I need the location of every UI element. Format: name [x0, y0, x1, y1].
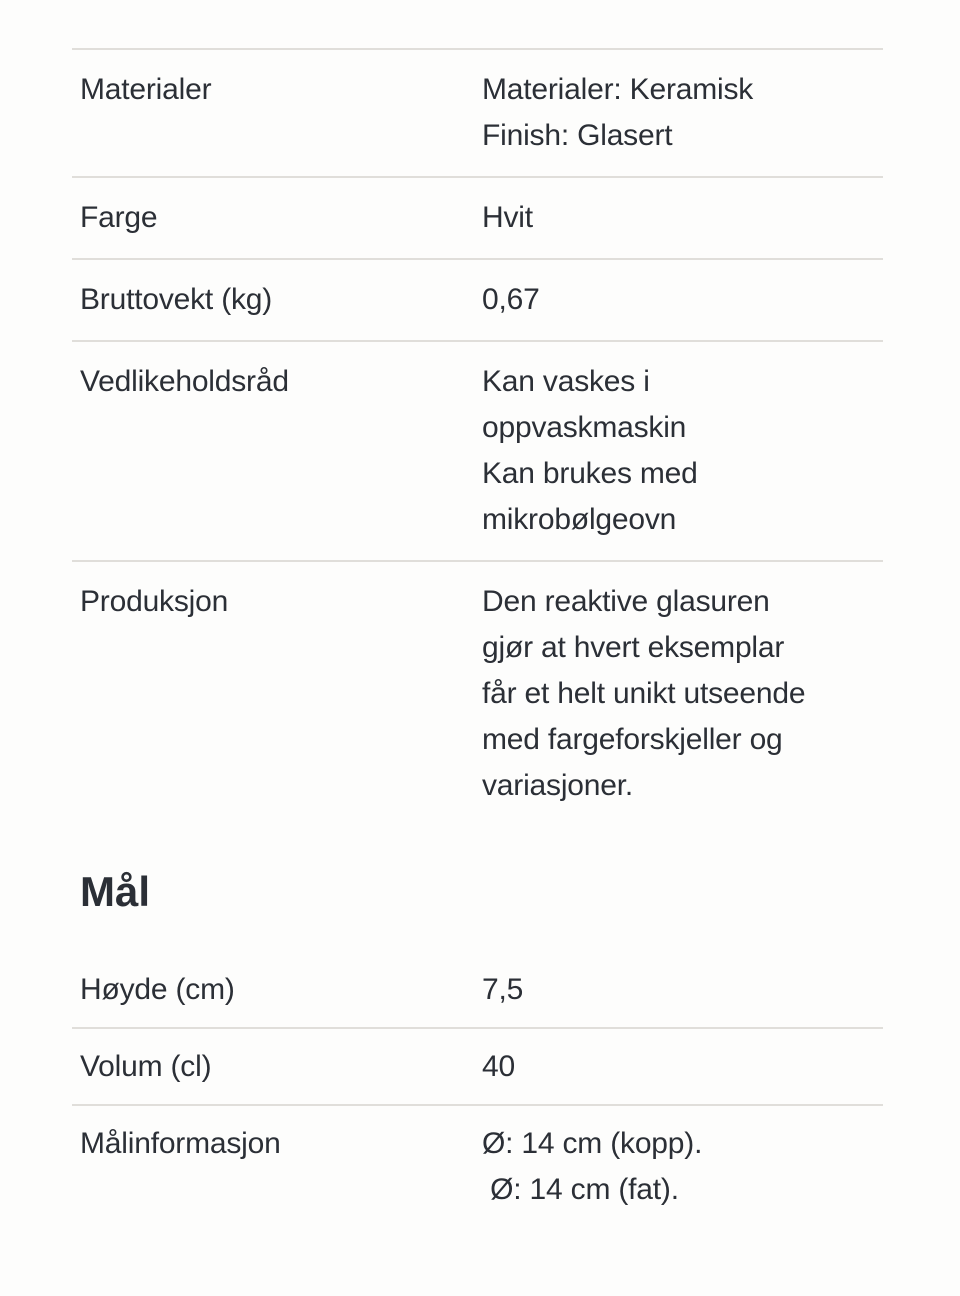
spec-row-malinformasjon	[72, 1104, 883, 1227]
spec-row-farge	[72, 176, 883, 258]
spec-row-produksjon	[72, 560, 883, 826]
spec-value-line: Materialer: Keramisk	[482, 73, 754, 106]
spec-label: Produksjon	[80, 585, 229, 618]
spec-label: Målinformasjon	[80, 1127, 281, 1160]
spec-value	[482, 1044, 883, 1090]
spec-value	[482, 1121, 883, 1213]
spec-value-line: Finish: Glasert	[482, 119, 673, 152]
spec-row-volum	[72, 1027, 883, 1104]
spec-value-line: gjør at hvert eksemplar	[482, 631, 785, 664]
spec-value	[482, 967, 883, 1013]
spec-value-line: får et helt unikt utseende	[482, 677, 806, 710]
product-details-table	[72, 48, 883, 826]
spec-row-hoyde	[72, 952, 883, 1027]
spec-value	[482, 195, 883, 241]
dimensions-heading: Mål	[80, 868, 151, 915]
spec-row-bruttovekt	[72, 258, 883, 340]
spec-value-line: Ø: 14 cm (fat).	[482, 1173, 679, 1206]
spec-label: Vedlikeholdsråd	[80, 365, 289, 398]
spec-value	[482, 67, 883, 159]
spec-value-line: 40	[482, 1050, 515, 1083]
spec-row-vedlikeholdsrad	[72, 340, 883, 560]
spec-value-line: oppvaskmaskin	[482, 411, 687, 444]
spec-value-line: Ø: 14 cm (kopp).	[482, 1127, 703, 1160]
specs-container	[72, 48, 883, 1227]
spec-label: Bruttovekt (kg)	[80, 283, 273, 316]
spec-value-line: variasjoner.	[482, 769, 634, 802]
spec-value	[482, 579, 883, 809]
spec-value-line: Kan brukes med	[482, 457, 698, 490]
spec-value-line: Hvit	[482, 201, 533, 234]
spec-value-line: Kan vaskes i	[482, 365, 650, 398]
spec-value-line: 0,67	[482, 283, 540, 316]
spec-value-line: 7,5	[482, 973, 524, 1006]
spec-label: Volum (cl)	[80, 1050, 212, 1083]
spec-row-materialer	[72, 48, 883, 176]
spec-value	[482, 359, 883, 543]
spec-value-line: Den reaktive glasuren	[482, 585, 770, 618]
spec-value-line: med fargeforskjeller og	[482, 723, 783, 756]
dimensions-table	[72, 952, 883, 1227]
spec-value-line: mikrobølgeovn	[482, 503, 677, 536]
spec-label: Høyde (cm)	[80, 973, 235, 1006]
spec-label: Farge	[80, 201, 158, 234]
spec-label: Materialer	[80, 73, 212, 106]
spec-value	[482, 277, 883, 323]
